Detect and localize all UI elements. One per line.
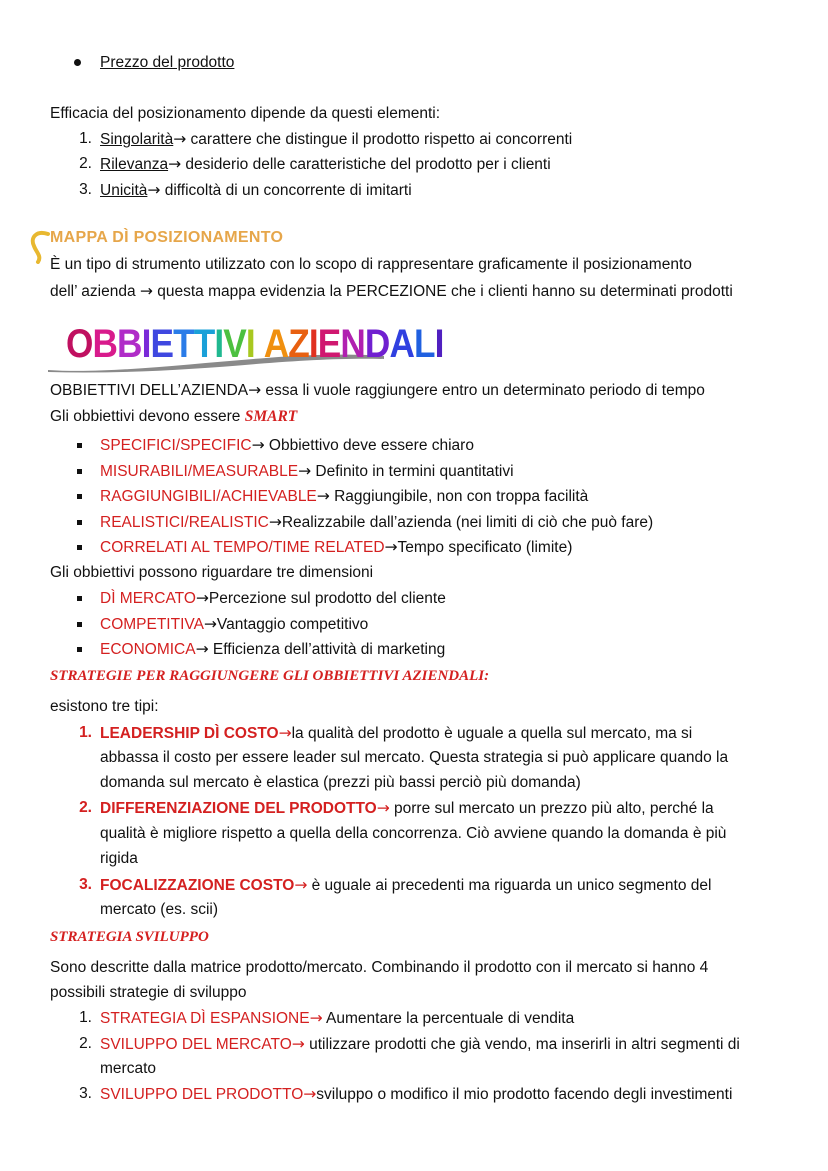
sviluppo-number: 3. bbox=[79, 1085, 92, 1102]
dim-item bbox=[100, 588, 446, 609]
mappa-line-2 bbox=[50, 281, 733, 302]
strategie-item-line bbox=[100, 723, 692, 744]
sviluppo-text: utilizzare prodotti che già vendo, ma inserirli in altri segmenti di bbox=[304, 1036, 740, 1053]
sviluppo-term: SVILUPPO DEL MERCATO bbox=[100, 1036, 292, 1053]
sviluppo-number: 2. bbox=[79, 1035, 92, 1052]
efficacia-number: 1. bbox=[79, 130, 92, 147]
smart-text: Obbiettivo deve essere chiaro bbox=[264, 437, 474, 454]
title-letter: I bbox=[214, 322, 224, 366]
sviluppo-term: STRATEGIA DÌ ESPANSIONE bbox=[100, 1010, 310, 1027]
obbiettivi-title bbox=[46, 318, 444, 374]
dim-term: ECONOMICA bbox=[100, 641, 196, 658]
arrow-icon: → bbox=[309, 1009, 323, 1027]
title-letter: I bbox=[434, 322, 444, 366]
sviluppo-number: 1. bbox=[79, 1009, 92, 1026]
strategie-item-line: qualità è migliore rispetto a quella della concorrenza. Ciò avviene quando la domanda è più bbox=[100, 825, 727, 842]
sviluppo-text: sviluppo o modifico il mio prodotto facendo degli investimenti bbox=[316, 1086, 733, 1103]
title-letter: A bbox=[389, 322, 415, 366]
smart-intro: Gli obbiettivi devono essere bbox=[50, 408, 245, 425]
curl-decoration-icon bbox=[28, 228, 50, 264]
strategie-item-line: rigida bbox=[100, 850, 138, 867]
title-letter: E bbox=[317, 322, 341, 366]
bullet-square bbox=[77, 520, 82, 525]
smart-text: Tempo specificato (limite) bbox=[397, 539, 573, 556]
mappa-line-1: È un tipo di strumento utilizzato con lo scopo di rappresentare graficamente il posizionamento bbox=[50, 256, 692, 273]
smart-text: Raggiungibile, non con troppa facilità bbox=[329, 488, 589, 505]
arrow-icon: → bbox=[195, 589, 209, 607]
strategie-term: FOCALIZZAZIONE COSTO bbox=[100, 877, 295, 894]
dim-item bbox=[100, 614, 368, 635]
arrow-icon: → bbox=[384, 538, 398, 556]
title-letter: N bbox=[340, 322, 365, 366]
title-letter: I bbox=[308, 322, 318, 366]
title-letter: T bbox=[193, 322, 215, 366]
efficacia-item bbox=[100, 154, 551, 175]
strategie-item-line bbox=[100, 798, 714, 819]
mappa-line-2-end: questa mappa evidenzia la PERCEZIONE che i clienti hanno su determinati prodotti bbox=[152, 283, 733, 300]
title-letter: T bbox=[173, 322, 194, 366]
smart-text: Realizzabile dall’azienda (nei limiti di ciò che può fare) bbox=[281, 514, 654, 531]
smart-item bbox=[100, 486, 588, 507]
efficacia-item bbox=[100, 129, 572, 150]
obbiettivi-line-1 bbox=[50, 380, 705, 401]
arrow-icon: → bbox=[298, 462, 312, 480]
arrow-icon: → bbox=[168, 155, 182, 173]
dim-term: COMPETITIVA bbox=[100, 616, 204, 633]
sviluppo-item-line bbox=[100, 1034, 740, 1055]
sviluppo-text: Aumentare la percentuale di vendita bbox=[322, 1010, 575, 1027]
title-letter: V bbox=[223, 322, 246, 366]
bullet-square bbox=[77, 647, 82, 652]
arrow-icon: → bbox=[278, 724, 292, 742]
smart-item bbox=[100, 435, 474, 456]
sviluppo-term: SVILUPPO DEL PRODOTTO bbox=[100, 1086, 304, 1103]
efficacia-text: difficoltà di un concorrente di imitarti bbox=[160, 182, 412, 199]
efficacia-term: Unicità bbox=[100, 182, 148, 199]
arrow-icon: → bbox=[294, 876, 308, 894]
arrow-icon: → bbox=[139, 282, 153, 300]
title-letter: B bbox=[92, 322, 118, 366]
dim-text: Efficienza dell’attività di marketing bbox=[208, 641, 446, 658]
strategie-text: è uguale ai precedenti ma riguarda un unico segmento del bbox=[307, 877, 712, 894]
arrow-icon: → bbox=[376, 799, 390, 817]
efficacia-term: Singolarità bbox=[100, 131, 174, 148]
arrow-icon: → bbox=[316, 487, 330, 505]
dim-term: DÌ MERCATO bbox=[100, 590, 196, 607]
obbiettivi-term: OBBIETTIVI DELL’AZIENDA bbox=[50, 382, 249, 399]
efficacia-intro: Efficacia del posizionamento dipende da questi elementi: bbox=[50, 105, 441, 122]
smart-item bbox=[100, 512, 653, 533]
strategie-number: 2. bbox=[79, 799, 92, 816]
strategie-item-line bbox=[100, 875, 711, 896]
strategie-item-line: mercato (es. scii) bbox=[100, 901, 218, 918]
obbiettivi-title-text bbox=[66, 322, 444, 367]
smart-text: Definito in termini quantitativi bbox=[311, 463, 514, 480]
efficacia-number: 2. bbox=[79, 155, 92, 172]
bullet-square bbox=[77, 443, 82, 448]
arrow-icon: → bbox=[291, 1035, 305, 1053]
sviluppo-intro-1: Sono descritte dalla matrice prodotto/mercato. Combinando il prodotto con il mercato si hanno 4 bbox=[50, 959, 709, 976]
mappa-heading: MAPPA DÌ POSIZIONAMENTO bbox=[50, 229, 284, 246]
dim-text: Vantaggio competitivo bbox=[216, 616, 369, 633]
strategie-text: porre sul mercato un prezzo più alto, perché la bbox=[389, 800, 714, 817]
sviluppo-intro-2: possibili strategie di sviluppo bbox=[50, 984, 247, 1001]
strategie-heading: STRATEGIE PER RAGGIUNGERE GLI OBBIETTIVI AZIENDALI: bbox=[50, 668, 490, 684]
bullet-square bbox=[77, 545, 82, 550]
strategie-term: DIFFERENZIAZIONE DEL PRODOTTO bbox=[100, 800, 377, 817]
title-letter: E bbox=[150, 322, 174, 366]
efficacia-term: Rilevanza bbox=[100, 156, 169, 173]
dim-intro: Gli obbiettivi possono riguardare tre dimensioni bbox=[50, 564, 374, 581]
smart-term: RAGGIUNGIBILI/ACHIEVABLE bbox=[100, 488, 317, 505]
strategie-text: la qualità del prodotto è uguale a quella sul mercato, ma si bbox=[291, 725, 693, 742]
title-letter: A bbox=[263, 322, 289, 366]
title-letter: Z bbox=[288, 322, 309, 366]
obbiettivi-text: essa li vuole raggiungere entro un determinato periodo di tempo bbox=[261, 382, 705, 399]
efficacia-item bbox=[100, 180, 412, 201]
bullet-square bbox=[77, 494, 82, 499]
efficacia-text: carattere che distingue il prodotto rispetto ai concorrenti bbox=[186, 131, 573, 148]
sviluppo-item-line: mercato bbox=[100, 1060, 156, 1077]
title-letter bbox=[255, 322, 264, 367]
title-letter: I bbox=[245, 322, 255, 366]
arrow-icon: → bbox=[251, 436, 265, 454]
arrow-icon: → bbox=[303, 1085, 317, 1103]
arrow-icon: → bbox=[248, 381, 262, 399]
bullet-square bbox=[77, 596, 82, 601]
arrow-icon: → bbox=[173, 130, 187, 148]
smart-term: MISURABILI/MEASURABLE bbox=[100, 463, 299, 480]
title-letter: D bbox=[364, 322, 390, 366]
strategie-number: 3. bbox=[79, 876, 92, 893]
efficacia-number: 3. bbox=[79, 181, 92, 198]
arrow-icon: → bbox=[195, 640, 209, 658]
strategie-number: 1. bbox=[79, 724, 92, 741]
sviluppo-heading: STRATEGIA SVILUPPO bbox=[50, 929, 209, 945]
strategie-item-line: abbassa il costo per essere leader sul mercato. Questa strategia si può applicare quando la bbox=[100, 749, 729, 766]
dim-text: Percezione sul prodotto del cliente bbox=[208, 590, 446, 607]
sviluppo-item-line bbox=[100, 1084, 732, 1105]
bullet-dot bbox=[74, 59, 81, 66]
bullet-square bbox=[77, 469, 82, 474]
smart-item bbox=[100, 461, 514, 482]
arrow-icon: → bbox=[147, 181, 161, 199]
smart-item bbox=[100, 537, 572, 558]
arrow-icon: → bbox=[268, 513, 282, 531]
title-letter: O bbox=[66, 322, 93, 366]
title-letter: L bbox=[414, 322, 435, 366]
dim-item bbox=[100, 639, 445, 660]
title-letter: B bbox=[117, 322, 142, 366]
strategie-item-line: domanda sul mercato è elastica (prezzi più bassi perciò più domanda) bbox=[100, 774, 581, 791]
smart-term: SPECIFICI/SPECIFIC bbox=[100, 437, 252, 454]
smart-term: CORRELATI AL TEMPO/TIME RELATED bbox=[100, 539, 385, 556]
efficacia-text: desiderio delle caratteristiche del prodotto per i clienti bbox=[181, 156, 551, 173]
strategie-intro: esistono tre tipi: bbox=[50, 698, 159, 715]
top-bullet-text: Prezzo del prodotto bbox=[100, 54, 235, 71]
strategie-term: LEADERSHIP DÌ COSTO bbox=[100, 725, 279, 742]
arrow-icon: → bbox=[203, 615, 217, 633]
bullet-square bbox=[77, 622, 82, 627]
title-letter: I bbox=[141, 322, 151, 366]
mappa-line-2-start: dell’ azienda bbox=[50, 283, 136, 300]
sviluppo-item-line bbox=[100, 1008, 574, 1029]
smart-term: REALISTICI/REALISTIC bbox=[100, 514, 269, 531]
smart-intro-line bbox=[50, 407, 297, 427]
smart-word: SMART bbox=[244, 408, 298, 425]
